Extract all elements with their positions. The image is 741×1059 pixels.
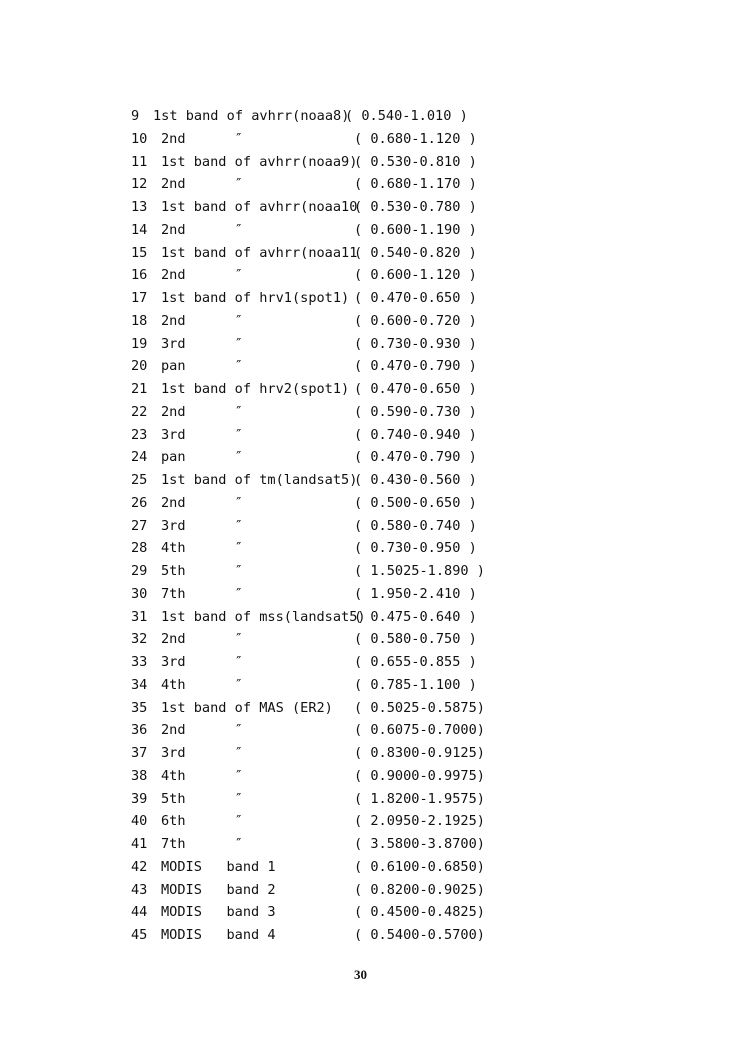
band-wavelength-range: ( 0.9000-0.9975)	[354, 767, 485, 784]
band-wavelength-range: ( 0.730-0.930 )	[354, 335, 477, 352]
band-number: 18	[131, 312, 148, 329]
band-wavelength-range: ( 0.470-0.650 )	[354, 381, 477, 397]
band-number: 31	[131, 608, 148, 625]
band-row	[131, 674, 571, 697]
band-description: 2nd ″	[161, 176, 243, 193]
band-number: 16	[131, 267, 148, 284]
band-row	[131, 560, 571, 583]
band-number: 42	[131, 858, 148, 875]
band-wavelength-range: ( 0.530-0.810 )	[354, 153, 477, 170]
band-row	[131, 310, 571, 333]
band-wavelength-range: ( 0.540-1.010 )	[345, 108, 468, 124]
band-wavelength-range: ( 0.8200-0.9025)	[354, 881, 485, 898]
band-number: 35	[131, 699, 148, 716]
band-wavelength-range: ( 0.740-0.940 )	[354, 426, 477, 443]
band-description: 4th ″	[161, 676, 243, 693]
band-description: 5th ″	[161, 563, 243, 579]
band-description: MODIS band 1	[161, 858, 276, 875]
band-wavelength-range: ( 0.655-0.855 )	[354, 654, 477, 670]
band-wavelength-range: ( 0.600-1.190 )	[354, 221, 477, 238]
band-row	[131, 492, 571, 515]
band-number: 28	[131, 540, 148, 557]
band-wavelength-range: ( 3.5800-3.8700)	[354, 836, 485, 852]
band-wavelength-range: ( 0.6075-0.7000)	[354, 722, 485, 739]
band-wavelength-range: ( 0.730-0.950 )	[354, 540, 477, 557]
band-row	[131, 242, 571, 265]
band-row	[131, 765, 571, 788]
band-description: 2nd ″	[161, 130, 243, 147]
band-wavelength-range: ( 0.8300-0.9125)	[354, 745, 485, 761]
band-description: 2nd ″	[161, 403, 243, 420]
band-wavelength-range: ( 0.470-0.790 )	[354, 358, 477, 375]
band-wavelength-range: ( 0.785-1.100 )	[354, 676, 477, 693]
band-description: 4th ″	[161, 767, 243, 784]
band-wavelength-range: ( 0.530-0.780 )	[354, 199, 477, 215]
band-row	[131, 151, 571, 174]
band-wavelength-range: ( 0.5400-0.5700)	[354, 927, 485, 943]
band-row	[131, 742, 571, 765]
band-row	[131, 651, 571, 674]
band-description: 3rd ″	[161, 426, 243, 443]
band-description: 6th ″	[161, 813, 243, 830]
band-number: 24	[131, 449, 148, 466]
band-number: 38	[131, 767, 148, 784]
band-row	[131, 333, 571, 356]
band-description: 7th ″	[161, 585, 243, 602]
band-wavelength-range: ( 0.600-0.720 )	[354, 312, 477, 329]
band-number: 15	[131, 244, 148, 261]
spectral-band-list	[131, 105, 571, 947]
band-description: 5th ″	[161, 790, 243, 807]
band-number: 14	[131, 221, 148, 238]
band-number: 29	[131, 563, 148, 579]
band-wavelength-range: ( 0.475-0.640 )	[354, 608, 477, 625]
band-description: 3rd ″	[161, 517, 243, 534]
band-wavelength-range: ( 0.500-0.650 )	[354, 494, 477, 511]
band-row	[131, 264, 571, 287]
band-row	[131, 424, 571, 447]
band-row	[131, 219, 571, 242]
page-number: 30	[354, 967, 367, 982]
band-number: 26	[131, 494, 148, 511]
band-wavelength-range: ( 0.580-0.740 )	[354, 517, 477, 534]
band-description: 1st band of MAS (ER2)	[161, 699, 333, 716]
band-row	[131, 856, 571, 879]
band-description: MODIS band 2	[161, 881, 276, 898]
band-number: 41	[131, 836, 148, 852]
band-row	[131, 128, 571, 151]
band-description: 2nd ″	[161, 722, 243, 739]
band-row	[131, 719, 571, 742]
band-row	[131, 583, 571, 606]
band-wavelength-range: ( 0.470-0.650 )	[354, 290, 477, 306]
band-row	[131, 287, 571, 310]
band-description: 2nd ″	[161, 312, 243, 329]
band-wavelength-range: ( 0.4500-0.4825)	[354, 904, 485, 921]
band-number: 27	[131, 517, 148, 534]
band-row	[131, 173, 571, 196]
band-row	[131, 378, 571, 401]
band-wavelength-range: ( 0.680-1.120 )	[354, 130, 477, 147]
band-number: 33	[131, 654, 148, 670]
band-wavelength-range: ( 0.540-0.820 )	[354, 244, 477, 261]
band-number: 23	[131, 426, 148, 443]
band-number: 19	[131, 335, 148, 352]
band-number: 39	[131, 790, 148, 807]
band-description: 3rd ″	[161, 745, 243, 761]
band-number: 37	[131, 745, 148, 761]
band-number: 22	[131, 403, 148, 420]
band-description: pan ″	[161, 449, 243, 466]
band-description: 3rd ″	[161, 335, 243, 352]
band-row	[131, 901, 571, 924]
band-wavelength-range: ( 1.5025-1.890 )	[354, 563, 485, 579]
band-row	[131, 697, 571, 720]
band-description: MODIS band 3	[161, 904, 276, 921]
band-row	[131, 446, 571, 469]
band-wavelength-range: ( 1.950-2.410 )	[354, 585, 477, 602]
band-row	[131, 879, 571, 902]
band-description: 1st band of avhrr(noaa11	[161, 244, 358, 261]
band-row	[131, 924, 571, 947]
band-number: 43	[131, 881, 148, 898]
band-row	[131, 788, 571, 811]
band-number: 20	[131, 358, 148, 375]
band-description: 1st band of hrv2(spot1)	[161, 381, 350, 397]
band-number: 25	[131, 472, 148, 488]
band-description: 1st band of avhrr(noaa9)	[161, 153, 358, 170]
band-row	[131, 469, 571, 492]
band-row	[131, 355, 571, 378]
band-description: pan ″	[161, 358, 243, 375]
band-row	[131, 515, 571, 538]
band-number: 9	[131, 108, 140, 124]
band-number: 36	[131, 722, 148, 739]
band-row	[131, 628, 571, 651]
band-description: 2nd ″	[161, 494, 243, 511]
band-wavelength-range: ( 2.0950-2.1925)	[354, 813, 485, 830]
band-number: 45	[131, 927, 148, 943]
band-row	[131, 606, 571, 629]
band-wavelength-range: ( 0.590-0.730 )	[354, 403, 477, 420]
band-number: 13	[131, 199, 148, 215]
band-number: 11	[131, 153, 148, 170]
band-row	[131, 537, 571, 560]
band-wavelength-range: ( 0.6100-0.6850)	[354, 858, 485, 875]
band-number: 44	[131, 904, 148, 921]
band-row	[131, 401, 571, 424]
band-description: 1st band of mss(landsat5)	[161, 608, 366, 625]
band-number: 30	[131, 585, 148, 602]
band-row	[131, 810, 571, 833]
band-description: 4th ″	[161, 540, 243, 557]
band-row	[131, 196, 571, 219]
band-number: 21	[131, 381, 148, 397]
band-wavelength-range: ( 1.8200-1.9575)	[354, 790, 485, 807]
band-wavelength-range: ( 0.5025-0.5875)	[354, 699, 485, 716]
band-description: 2nd ″	[161, 267, 243, 284]
band-wavelength-range: ( 0.470-0.790 )	[354, 449, 477, 466]
band-description: 1st band of avhrr(noaa8)	[153, 108, 350, 124]
band-wavelength-range: ( 0.580-0.750 )	[354, 631, 477, 648]
band-number: 17	[131, 290, 148, 306]
band-description: MODIS band 4	[161, 927, 276, 943]
band-number: 34	[131, 676, 148, 693]
band-row	[131, 105, 571, 128]
band-description: 2nd ″	[161, 631, 243, 648]
band-description: 1st band of avhrr(noaa10	[161, 199, 358, 215]
band-description: 1st band of hrv1(spot1)	[161, 290, 350, 306]
band-wavelength-range: ( 0.680-1.170 )	[354, 176, 477, 193]
band-number: 10	[131, 130, 148, 147]
band-number: 40	[131, 813, 148, 830]
band-description: 7th ″	[161, 836, 243, 852]
band-description: 2nd ″	[161, 221, 243, 238]
band-description: 3rd ″	[161, 654, 243, 670]
band-description: 1st band of tm(landsat5)	[161, 472, 358, 488]
band-row	[131, 833, 571, 856]
band-wavelength-range: ( 0.600-1.120 )	[354, 267, 477, 284]
band-number: 12	[131, 176, 148, 193]
band-number: 32	[131, 631, 148, 648]
band-wavelength-range: ( 0.430-0.560 )	[354, 472, 477, 488]
